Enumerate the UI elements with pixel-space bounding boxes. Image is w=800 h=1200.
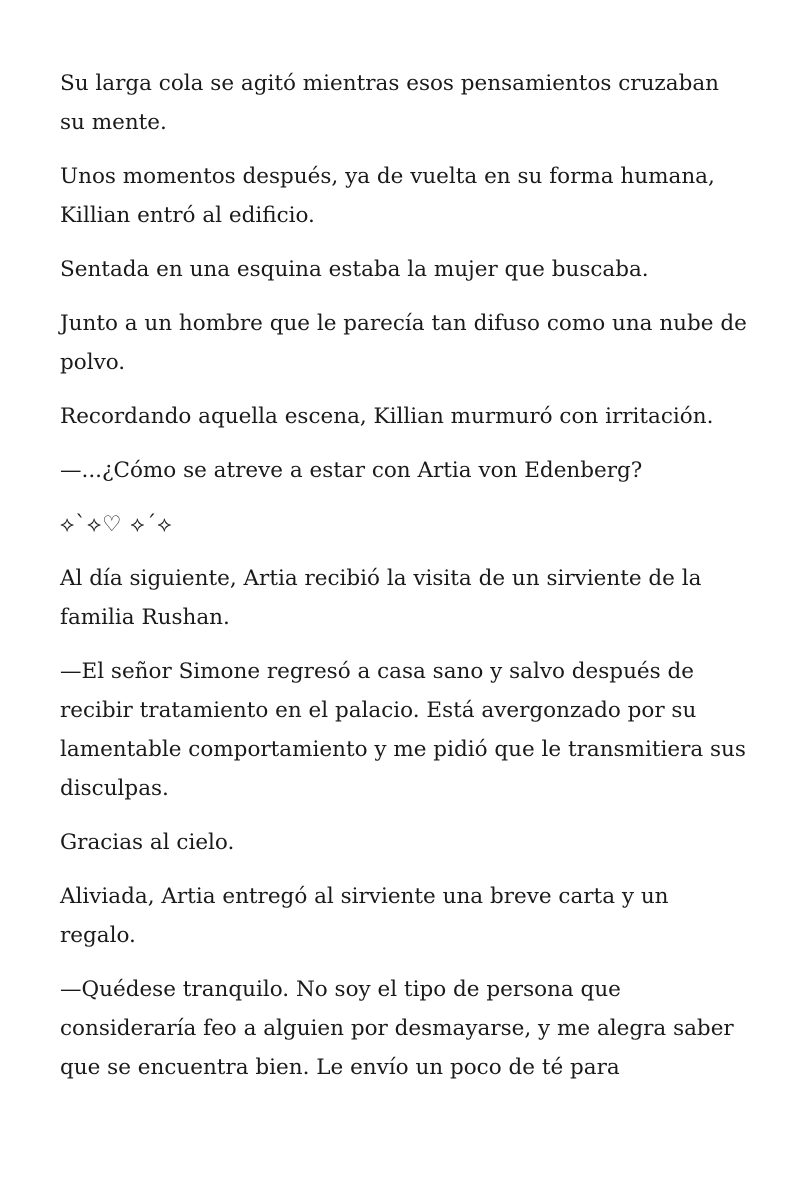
paragraph: Aliviada, Artia entregó al sirviente una breve carta y un regalo. [60, 884, 669, 948]
paragraph: Junto a un hombre que le parecía tan difuso como una nube de polvo. [60, 311, 747, 375]
paragraph: —Quédese tranquilo. No soy el tipo de persona que consideraría feo a alguien por desmayarse, y me alegra saber que se encuentra bien. Le envío un poco de té para [60, 977, 734, 1080]
paragraph: —...¿Cómo se atreve a estar con Artia von Edenberg? [60, 458, 643, 483]
paragraph: Recordando aquella escena, Killian murmuró con irritación. [60, 404, 714, 429]
paragraph: Unos momentos después, ya de vuelta en su forma humana, Killian entró al edificio. [60, 164, 715, 228]
paragraph: —El señor Simone regresó a casa sano y salvo después de recibir tratamiento en el palacio. Está avergonzado por su lamentable comportamiento y me pidió que le transmitiera sus disculpas. [60, 659, 746, 801]
paragraph: Sentada en una esquina estaba la mujer que buscaba. [60, 257, 649, 282]
reader-page [60, 64, 750, 1102]
paragraph: Su larga cola se agitó mientras esos pensamientos cruzaban su mente. [60, 71, 719, 135]
scene-divider: ⟡`⟡♡ ⟡´⟡ [60, 512, 173, 537]
paragraph: Al día siguiente, Artia recibió la visita de un sirviente de la familia Rushan. [60, 566, 702, 630]
paragraph: Gracias al cielo. [60, 830, 235, 855]
